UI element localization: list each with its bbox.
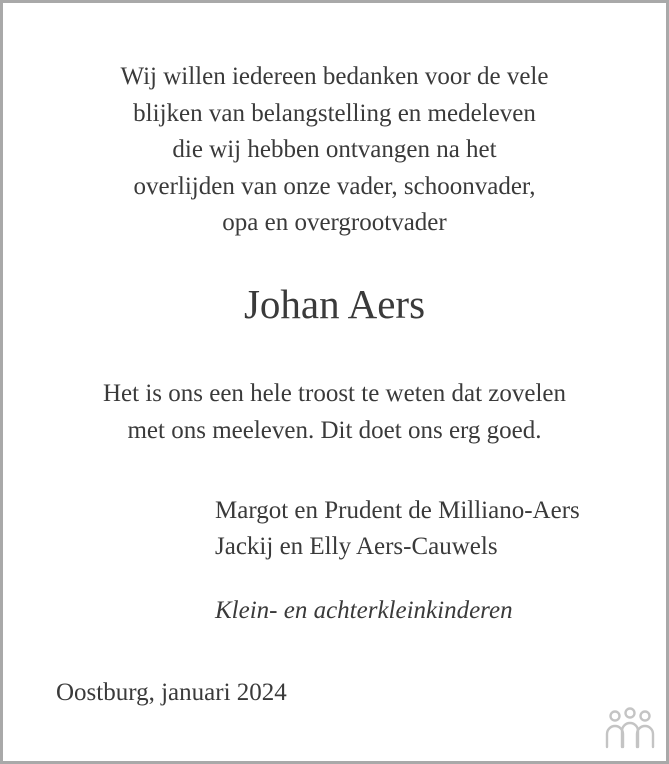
comfort-line: met ons meeleven. Dit doet ons erg goed. (127, 416, 542, 444)
deceased-name: Johan Aers (243, 281, 426, 327)
comfort-line: Het is ons een hele troost te weten dat zovelen (102, 380, 567, 407)
signers-list (215, 493, 580, 565)
comfort-message (0, 376, 669, 449)
intro-line: die wij hebben ontvangen na het (172, 136, 497, 163)
intro-line: Wij willen iedereen bedanken voor de vele (120, 63, 549, 90)
intro-line: blijken van belangstelling en medeleven (133, 99, 536, 127)
family-people-icon (604, 707, 656, 751)
thank-you-message (0, 59, 669, 242)
grandchildren-line: Klein- en achterkleinkinderen (215, 597, 513, 624)
intro-line: opa en overgrootvader (222, 209, 447, 236)
place-date: Oostburg, januari 2024 (56, 679, 287, 706)
signer-line: Margot en Prudent de Milliano-Aers (215, 497, 580, 524)
signer-line: Jackij en Elly Aers-Cauwels (215, 533, 498, 560)
intro-line: overlijden van onze vader, schoonvader, (133, 172, 536, 200)
